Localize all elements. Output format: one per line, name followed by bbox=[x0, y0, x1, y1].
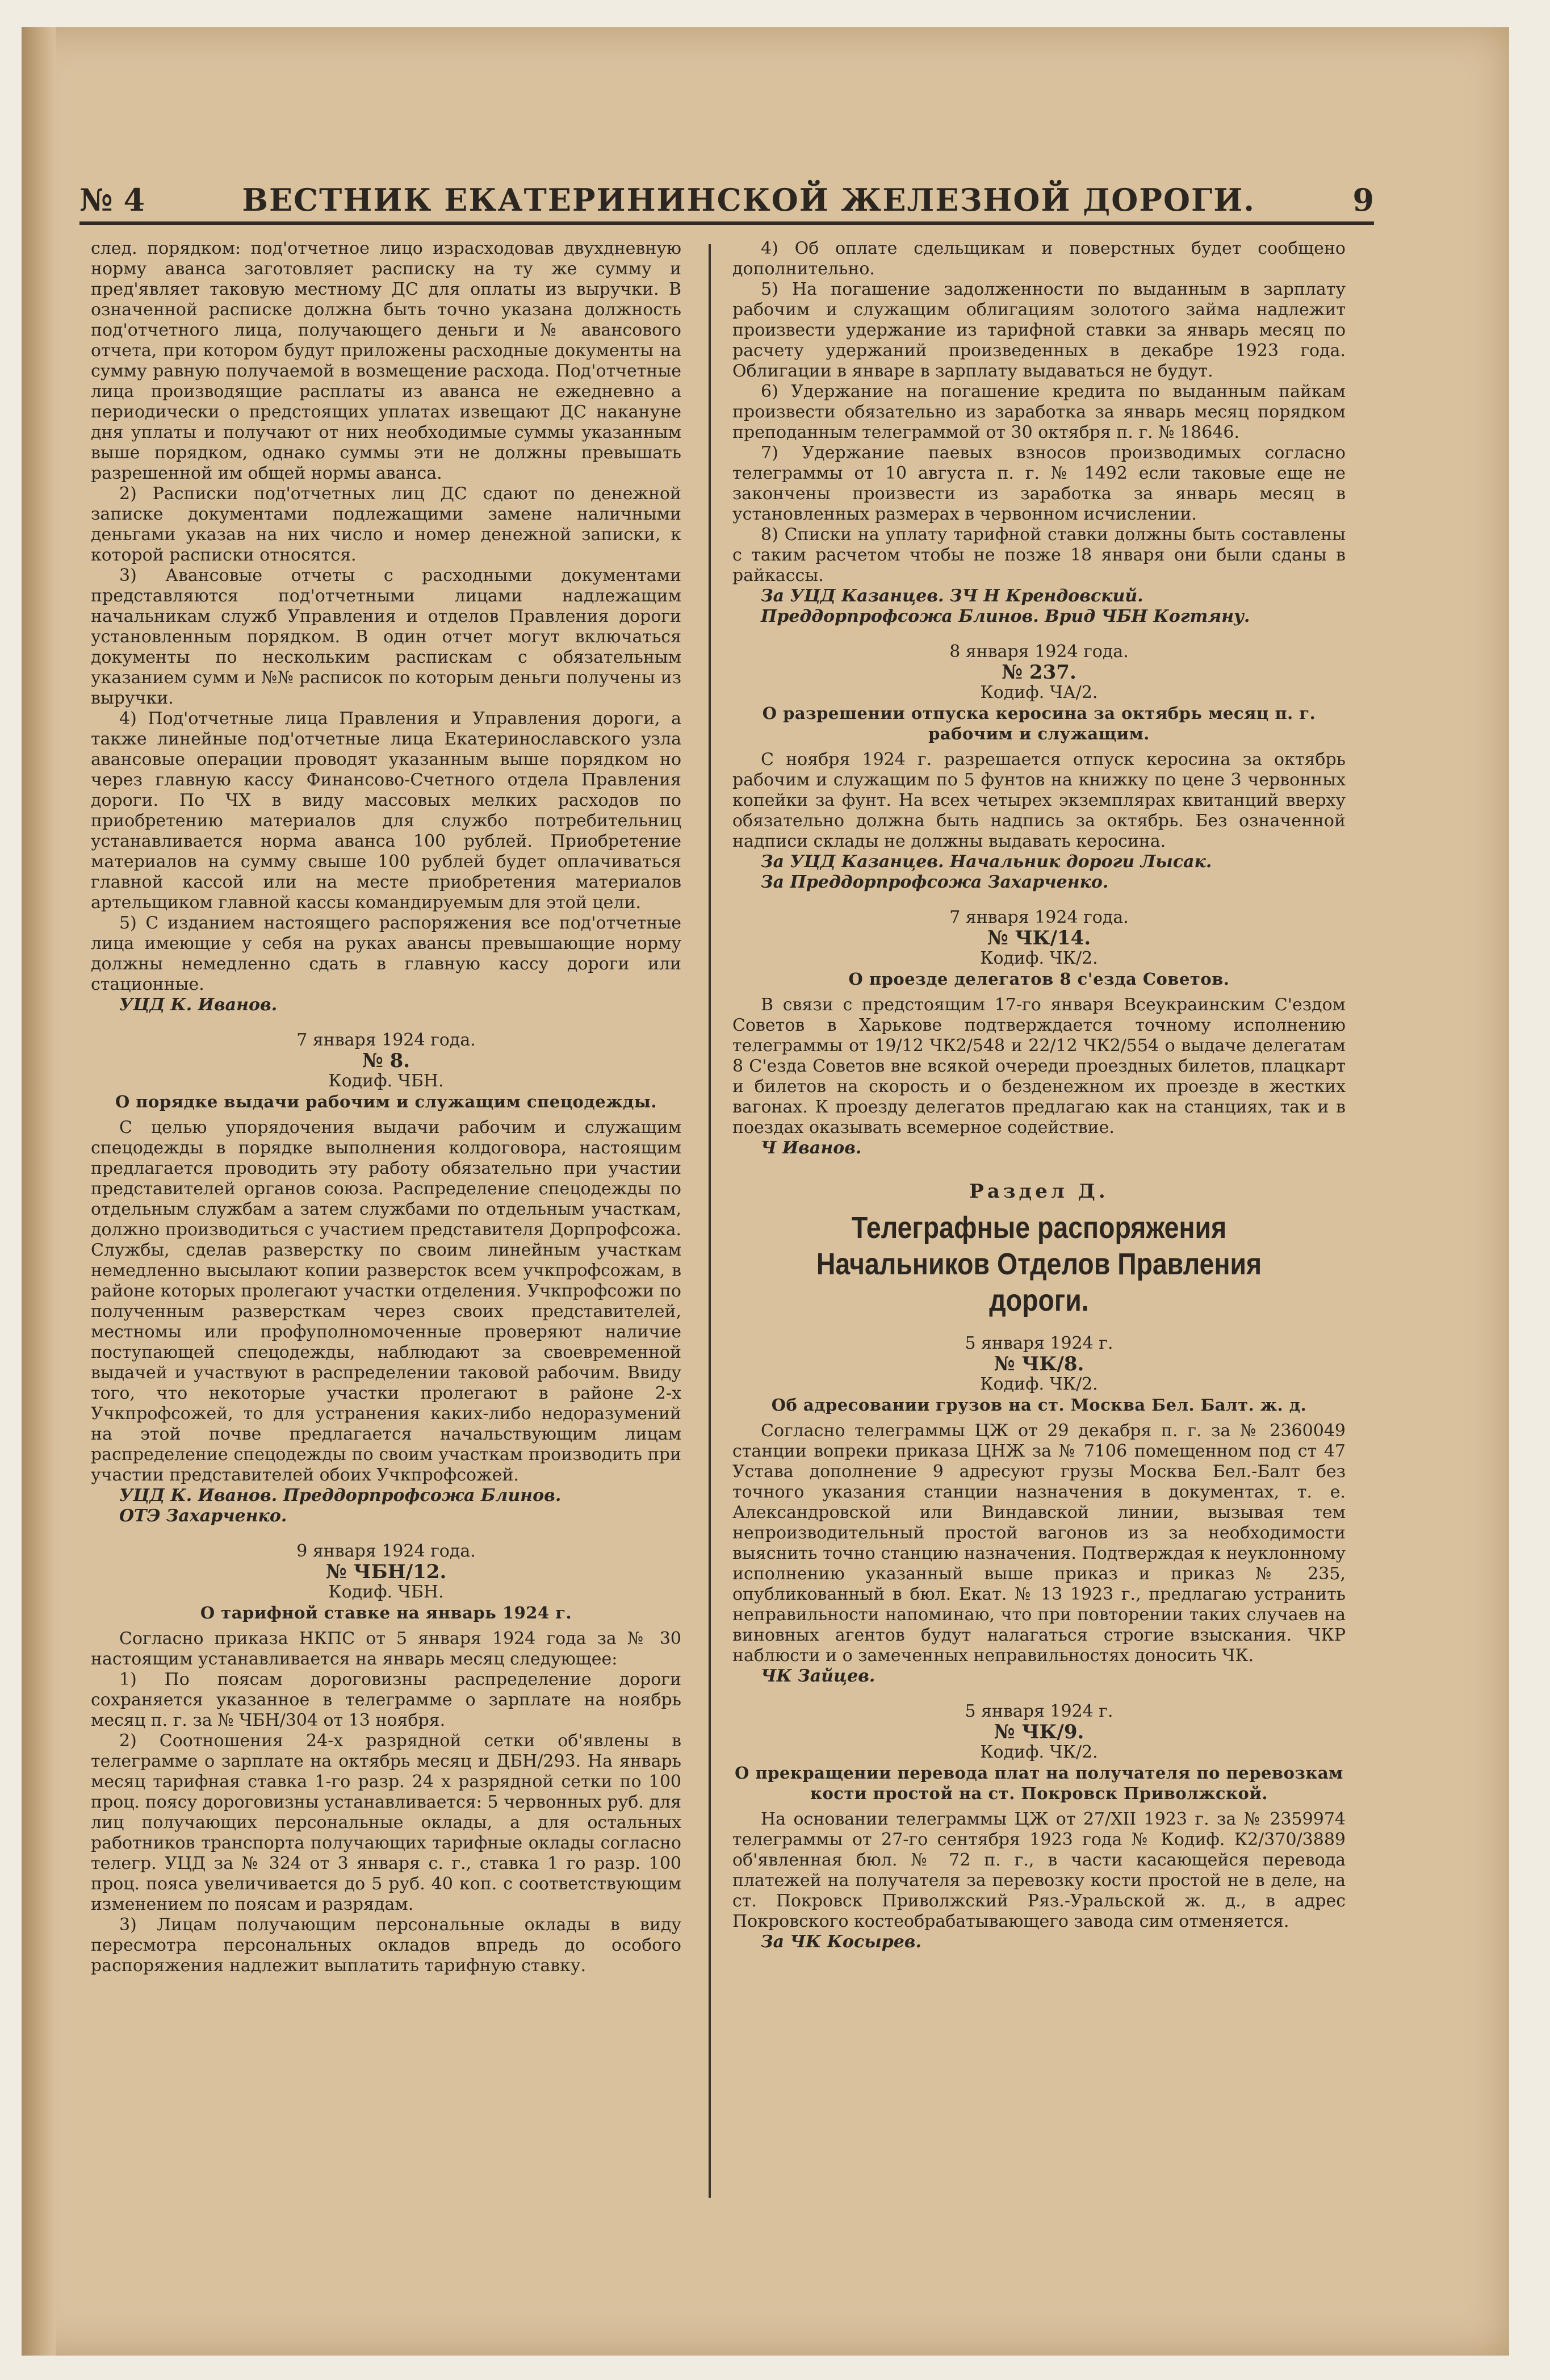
right-column bbox=[732, 239, 1346, 1952]
signature: ОТЭ Захарченко. bbox=[119, 1506, 287, 1526]
paragraph: Согласно телеграммы ЦЖ от 29 декабря п. г. за № 2360049 станции вопреки приказа ЦНЖ за № 7106 помещенном под ст 47 Устава дополнение 9 адресуют грузы Москва Бел.-Балт без точного указания станции назначения в документах, т. е. Александровской или Виндавской линии, вызывая тем непроизводительный простой вагонов из за необходимости выяснить точно станцию назначения. Подтверждая к неуклонному исполнению указанный выше приказ и приказ № 235, опубликованный в бюл. Екат. № 13 1923 г., предлагаю устранить неправильности напоминаю, что при повторении таких случаев на виновных агентов будут налагаться строгие взыскания. ЧКР наблюсти и о замеченных неправильностях доносить ЧК. bbox=[732, 1421, 1346, 1666]
paragraph: 2) Расписки под'отчетных лиц ДС сдают по денежной записке документами подлежащими замене наличными деньгами указав на них число и номер денежной записки, к которой расписки относятся. bbox=[91, 484, 681, 565]
order-title: Об адресовании грузов на ст. Москва Бел. Балт. ж. д. bbox=[771, 1395, 1307, 1415]
signature: За Преддорпрофсожа Захарченко. bbox=[761, 872, 1109, 892]
paragraph: 4) Под'отчетные лица Правления и Управления дороги, а также линейные под'отчетные лица Екатеринославского узла авансовые операции проводят указанным выше порядком но через главную кассу Финансово-Счетного отдела Правления дороги. По ЧХ в виду массовых мелких расходов по приобретению материалов для службо потребительниц устанавливается норма аванса 100 рублей. Приобретение материалов на сумму свыше 100 рублей будет оплачиваться главной кассой или на месте приобретения материалов артельщиком главной кассы командируемым для этой цели. bbox=[91, 709, 681, 913]
paragraph: 4) Об оплате сдельщикам и поверстных будет сообщено дополнительно. bbox=[732, 239, 1346, 279]
paragraph: след. порядком: под'отчетное лицо израсходовав двухдневную норму аванса заготовляет расписку на ту же сумму и пред'являет таковую местному ДС для оплаты из выручки. В означенной расписке должна быть точно указана должность под'отчетного лица, получающего деньги и № авансового отчета, при котором будут приложены расходные документы на сумму равную получаемой в возмещение расхода. Под'отчетные лица производящие расплаты из аванса не ежедневно а периодически о предстоящих уплатах извещают ДС накануне дня уплаты и получают от них необходимые суммы указанным выше порядком, однако суммы эти не должны превышать разрешенной им общей нормы аванса. bbox=[91, 239, 681, 483]
paragraph: 6) Удержание на погашение кредита по выданным пайкам произвести обязательно из заработка за январь месяц порядком преподанным телеграммой от 30 октября п. г. № 18646. bbox=[732, 382, 1346, 442]
paragraph: 3) Авансовые отчеты с расходными документами представляются под'отчетными лицами надлежащим начальникам служб Управления и отделов Правления дороги установленным порядком. В один отчет могут включаться документы по нескольким распискам с обязательным указанием сумм и №№ расписок по которым деньги получены из выручки. bbox=[91, 566, 681, 708]
order-date: 8 января 1924 года. bbox=[949, 642, 1129, 662]
order-date: 5 января 1924 г. bbox=[965, 1701, 1113, 1721]
paragraph: 1) По поясам дороговизны распределение дороги сохраняется указанное в телеграмме о зарплате на ноябрь месяц п. г. за № ЧБН/304 от 13 ноября. bbox=[91, 1670, 681, 1730]
order-number: № ЧК/8. bbox=[994, 1353, 1084, 1375]
order-codification: Кодиф. ЧА/2. bbox=[980, 683, 1098, 702]
signature: За ЧК Косырев. bbox=[761, 1932, 921, 1952]
order-number: № ЧК/9. bbox=[994, 1721, 1084, 1743]
order-codification: Кодиф. ЧБН. bbox=[328, 1582, 444, 1602]
paragraph: 2) Соотношения 24-х разрядной сетки об'явлены в телеграмме о зарплате на октябрь месяц и ДБН/293. На январь месяц тарифная ставка 1-го разр. 24 х разрядной сетки по 100 проц. поясу дороговизны устанавливается: 5 червонных руб. для лиц получающих персональные оклады, а для остальных работников транспорта получающих тарифные оклады согласно телегр. УЦД за № 324 от 3 января с. г., ставка 1 го разр. 100 проц. пояса увеличивается до 5 руб. 40 коп. с соответствующим изменением по поясам и разрядам. bbox=[91, 1731, 681, 1914]
page-spine-shadow bbox=[22, 27, 56, 2356]
order-codification: Кодиф. ЧК/2. bbox=[980, 1374, 1098, 1394]
order-title: О разрешении отпуска керосина за октябрь месяц п. г. рабочим и служащим. bbox=[762, 704, 1316, 743]
paragraph: С ноября 1924 г. разрешается отпуск керосина за октябрь рабочим и служащим по 5 фунтов на книжку по цене 3 червонных копейки за фунт. На всех четырех экземплярах квитанций вверху обязательно должна быть надпись за октябрь. Без означенной надписи склады не должны выдавать керосина. bbox=[732, 750, 1346, 851]
issue-number: № 4 bbox=[79, 182, 145, 218]
order-number: № ЧК/14. bbox=[987, 927, 1091, 950]
left-column bbox=[91, 239, 681, 1976]
journal-title: ВЕСТНИК ЕКАТЕРИНИНСКОЙ ЖЕЛЕЗНОЙ ДОРОГИ. bbox=[242, 182, 1256, 218]
signature: ЧК Зайцев. bbox=[761, 1666, 875, 1686]
order-codification: Кодиф. ЧК/2. bbox=[980, 1742, 1098, 1762]
page-header bbox=[79, 170, 1374, 225]
order-title: О тарифной ставке на январь 1924 г. bbox=[200, 1603, 572, 1622]
order-codification: Кодиф. ЧБН. bbox=[328, 1071, 444, 1091]
paragraph: 5) На погашение задолженности по выданным в зарплату рабочим и служащим облигациям золотого займа надлежит произвести удержание из тарифной ставки за январь месяц по расчету удержаний произведенных в декабре 1923 года. Облигации в январе в зарплату выдаваться не будут. bbox=[732, 279, 1346, 381]
order-title: О порядке выдачи рабочим и служащим спецодежды. bbox=[115, 1092, 657, 1111]
paragraph: 3) Лицам получающим персональные оклады в виду пересмотра персональных окладов впредь до особого распоряжения надлежит выплатить тарифную ставку. bbox=[91, 1915, 681, 1976]
order-codification: Кодиф. ЧК/2. bbox=[980, 948, 1098, 968]
order-title: О прекращении перевода плат на получателя по перевозкам кости простой на ст. Покровск Приволжской. bbox=[735, 1763, 1343, 1803]
signature: Ч Иванов. bbox=[761, 1138, 862, 1158]
order-date: 9 января 1924 года. bbox=[296, 1541, 476, 1561]
paragraph: На основании телеграммы ЦЖ от 27/XII 1923 г. за № 2359974 телеграммы от 27-го сентября 1923 года № Кодиф. К2/370/3889 об'явленная бюл. № 72 п. г., в части касающейся перевода платежей на получателя за перевозку кости простой не в деле, на ст. Покровск Приволжский Ряз.-Уральской ж. д., в адрес Покровского костеобрабатывающего завода сим отменяется. bbox=[732, 1809, 1346, 1931]
paragraph: Согласно приказа НКПС от 5 января 1924 года за № 30 настоящим устанавливается на январь месяц следующее: bbox=[91, 1629, 681, 1669]
order-number: № ЧБН/12. bbox=[325, 1561, 447, 1583]
section-heading: Раздел Д. bbox=[969, 1180, 1109, 1203]
section-title: Телеграфные распоряжения Начальников Отделов Правления дороги. bbox=[816, 1211, 1262, 1317]
column-divider bbox=[709, 244, 711, 2198]
signature: За УЦД Казанцев. ЗЧ Н Крендовский. bbox=[761, 586, 1143, 606]
order-number: № 237. bbox=[1002, 661, 1076, 684]
order-date: 7 января 1924 года. bbox=[296, 1030, 476, 1050]
order-date: 7 января 1924 года. bbox=[949, 907, 1129, 927]
signature: УЦД К. Иванов. Преддорпрофсожа Блинов. bbox=[119, 1486, 562, 1505]
signature: УЦД К. Иванов. bbox=[119, 995, 278, 1015]
page-number: 9 bbox=[1352, 182, 1374, 218]
order-date: 5 января 1924 г. bbox=[965, 1333, 1113, 1353]
order-title: О проезде делегатов 8 с'езда Советов. bbox=[848, 969, 1230, 989]
paragraph: 7) Удержание паевых взносов производимых согласно телеграммы от 10 августа п. г. № 1492 если таковые еще не закончены произвести из заработка за январь месяц в установленных размерах в червонном исчислении. bbox=[732, 443, 1346, 524]
signature: Преддорпрофсожа Блинов. Врид ЧБН Когтяну. bbox=[761, 606, 1250, 626]
paragraph: С целью упорядочения выдачи рабочим и служащим спецодежды в порядке выполнения колдоговора, настоящим предлагается проводить эту работу обязательно при участии представителей органов союза. Распределение спецодежды по отдельным службам а затем службами по отдельным участкам, должно производиться с участием представителя Дорпрофсожа. Службы, сделав разверстку по своим линейным участкам немедленно высылают копии разверсток всем учкпрофсожам, в районе которых пролегают участки отделения. Учкпрофсожи по полученным разверсткам через своих представителей, местномы или профуполномоченные проверяют наличие поступающей спецодежды, наблюдают за своевременной выдачей и участвуют в распределении таковой рабочим. Ввиду того, что некоторые участки пролегают в районе 2-х Учкпрофсожей, то для устранения каких-либо недоразумений на этой почве предлагается начальствующим лицам распределение спецодежды по своим участкам производить при участии представителей обоих Учкпрофсожей. bbox=[91, 1118, 681, 1485]
order-number: № 8. bbox=[362, 1049, 410, 1072]
signature: За УЦД Казанцев. Начальник дороги Лысак. bbox=[761, 852, 1212, 872]
paragraph: 8) Списки на уплату тарифной ставки должны быть составлены с таким расчетом чтобы не позже 18 января они были сданы в райкассы. bbox=[732, 525, 1346, 585]
paragraph: 5) С изданием настоящего распоряжения все под'отчетные лица имеющие у себя на руках авансы превышающие норму должны немедленно сдать в главную кассу дороги или стационные. bbox=[91, 913, 681, 994]
paragraph: В связи с предстоящим 17-го января Всеукраинским С'ездом Советов в Харькове подтверждается точному исполнению телеграммы от 19/12 ЧК2/548 и 22/12 ЧК2/554 о выдаче делегатам 8 С'езда Советов вне всякой очереди проездных билетов, плацкарт и билетов на скорость и о безденежном их проезде в жестких вагонах. К проезду делегатов предлагаю как на станциях, так и в поездах оказывать всемерное содействие. bbox=[732, 995, 1346, 1137]
